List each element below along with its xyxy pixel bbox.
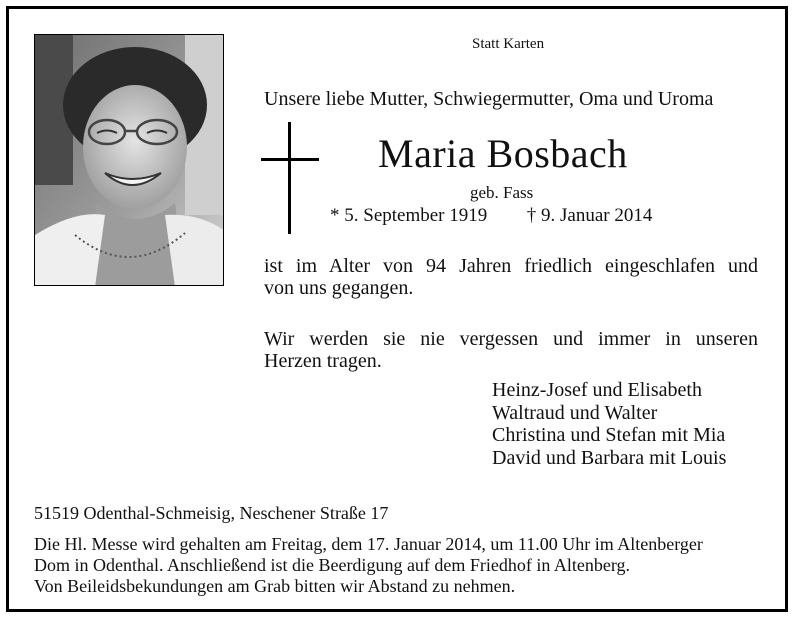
death-date: † 9. Januar 2014: [526, 205, 653, 226]
paragraph-line: von uns gegangen.: [264, 277, 414, 299]
deceased-name: Maria Bosbach: [378, 131, 628, 176]
paragraph-line: Wir werden sie nie vergessen und immer in unseren: [264, 328, 758, 350]
birth-date: * 5. September 1919: [330, 205, 488, 226]
signers-list: [492, 379, 726, 469]
signer: David und Barbara mit Louis: [492, 446, 727, 469]
maiden-name: geb. Fass: [470, 183, 534, 202]
paragraph-passing: [264, 255, 758, 299]
signer: Christina und Stefan mit Mia: [492, 424, 726, 446]
address: 51519 Odenthal-Schmeisig, Neschener Straße 17: [34, 503, 389, 523]
statt-karten-label: Statt Karten: [472, 36, 545, 52]
closing-line: Dom in Odenthal. Anschließend ist die Beerdigung auf dem Friedhof in Altenberg.: [34, 555, 631, 575]
closing-line: Von Beileidsbekundungen am Grab bitten wir Abstand zu nehmen.: [34, 576, 516, 596]
signer: Heinz-Josef und Elisabeth: [492, 379, 702, 401]
paragraph-line: Herzen tragen.: [264, 350, 382, 372]
paragraph-line: ist im Alter von 94 Jahren friedlich eingeschlafen und: [264, 255, 758, 277]
signer: Waltraud und Walter: [492, 401, 658, 424]
closing-notes: [34, 534, 770, 597]
intro-line: Unsere liebe Mutter, Schwiegermutter, Oma und Uroma: [264, 88, 714, 110]
portrait-photo: [34, 34, 224, 286]
life-dates: [330, 205, 652, 227]
cross-icon: [261, 122, 321, 234]
closing-line: Die Hl. Messe wird gehalten am Freitag, dem 17. Januar 2014, um 11.00 Uhr im Altenberger: [34, 534, 703, 554]
paragraph-remembrance: [264, 328, 758, 372]
